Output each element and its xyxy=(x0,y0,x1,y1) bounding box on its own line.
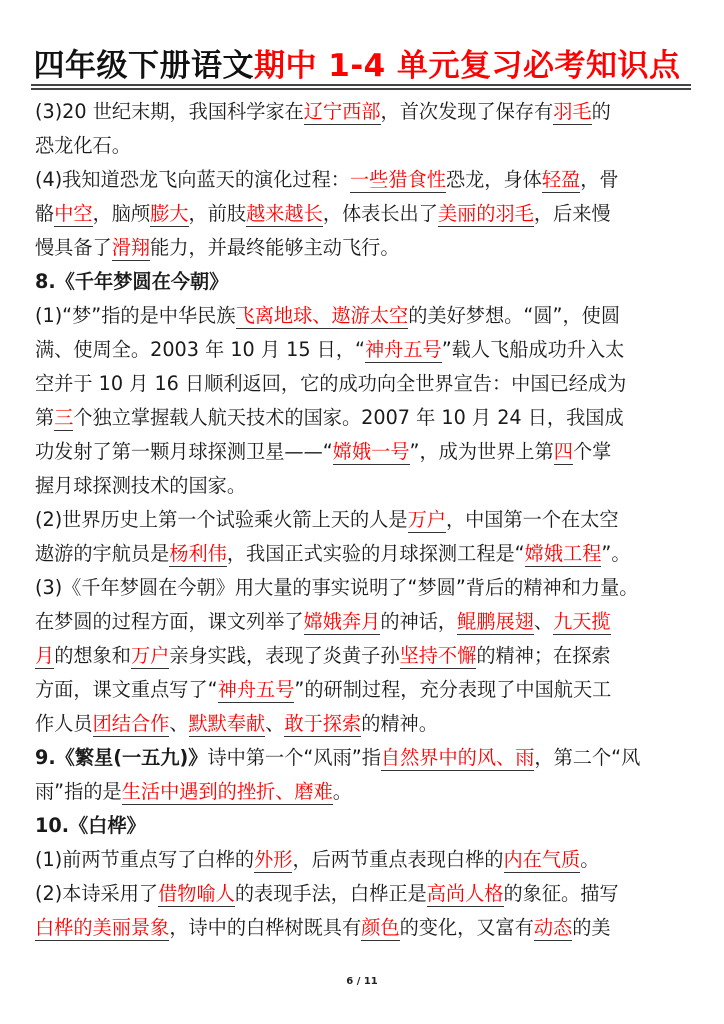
answer-highlight: 羽毛 xyxy=(553,100,592,123)
body-text: ，体表长出了 xyxy=(322,202,438,225)
body-text: 亲身实践，表现了炎黄子孙 xyxy=(169,644,400,667)
text-line xyxy=(35,877,695,911)
section-heading: 9.《繁星(一五九)》 xyxy=(35,746,208,769)
body-text: 第 xyxy=(35,406,55,429)
text-line xyxy=(35,163,695,197)
body-text: 恐龙，身体 xyxy=(445,168,542,191)
body-text: 恐龙化石。 xyxy=(35,134,131,157)
answer-highlight: 神舟五号 xyxy=(217,678,295,701)
body-text: (2)世界历史上第一个试验乘火箭上天的人是 xyxy=(35,508,408,531)
answer-highlight: 嫦娥奔月 xyxy=(303,610,381,633)
answer-highlight: 内在气质 xyxy=(503,848,581,871)
body-text: ，诗中的白桦树既具有 xyxy=(169,916,362,939)
answer-highlight: 月 xyxy=(35,644,55,667)
body-text: 的想象和 xyxy=(54,644,131,667)
answer-highlight: 嫦娥工程 xyxy=(524,542,602,565)
body-text: ，脑颅 xyxy=(92,202,151,225)
answer-highlight: 颜色 xyxy=(361,916,400,939)
body-text: ，首次发现了保存有 xyxy=(380,100,554,123)
text-line xyxy=(35,197,695,231)
body-text: ，前肢 xyxy=(188,202,247,225)
body-text: 空并于 10 月 16 日顺利返回，它的成功向全世界宣告：中国已经成为 xyxy=(35,372,627,395)
text-line xyxy=(35,333,695,367)
answer-highlight: 自然界中的风、雨 xyxy=(380,746,535,769)
body-text: ”。 xyxy=(601,542,631,565)
body-text: ”，成为世界上第 xyxy=(409,440,554,463)
section-heading: 8.《千年梦圆在今朝》 xyxy=(35,270,229,293)
answer-highlight: 滑翔 xyxy=(111,236,151,259)
body-text: 的表现手法，白桦正是 xyxy=(234,882,427,905)
answer-highlight: 轻盈 xyxy=(541,168,581,191)
text-line xyxy=(35,809,695,843)
page-number: 6 / 11 xyxy=(346,976,378,987)
page-title xyxy=(33,46,681,86)
answer-highlight: 生活中遇到的挫折、磨难 xyxy=(121,780,333,803)
answer-highlight: 三 xyxy=(54,406,74,429)
answer-highlight: 美丽的羽毛 xyxy=(437,202,534,225)
answer-highlight: 动态 xyxy=(533,916,573,939)
body-text: (4)我知道恐龙飞向蓝天的演化过程： xyxy=(35,168,350,191)
body-text: 握月球探测技术的国家。 xyxy=(35,474,247,497)
title-black-part: 四年级下册语文 xyxy=(33,48,254,84)
body-text: 在梦圆的过程方面，课文列举了 xyxy=(35,610,304,633)
body-text: 个独立掌握载人航天技术的国家。2007 年 10 月 24 日，我国成 xyxy=(73,406,624,429)
body-text: 的变化，又富有 xyxy=(399,916,534,939)
body-text: 诗中第一个“风雨”指 xyxy=(207,746,381,769)
body-text: (3)20 世纪末期，我国科学家在 xyxy=(35,100,304,123)
body-text: (1)“梦”指的是中华民族 xyxy=(35,304,236,327)
answer-highlight: 越来越长 xyxy=(246,202,323,225)
body-text: ”载人飞船成功升入太 xyxy=(441,338,625,361)
body-text: ，后两节重点表现白桦的 xyxy=(292,848,504,871)
title-rule-top xyxy=(31,84,691,86)
answer-highlight: 中空 xyxy=(54,202,93,225)
body-text: 的精神。 xyxy=(361,712,438,735)
body-text: 的精神；在探索 xyxy=(476,644,611,667)
text-line xyxy=(35,673,695,707)
body-text: ，中国第一个在太空 xyxy=(445,508,619,531)
body-text: 个掌 xyxy=(572,440,612,463)
text-line xyxy=(35,95,695,129)
body-text: 能力，并最终能够主动飞行。 xyxy=(150,236,400,259)
answer-highlight: 嫦娥一号 xyxy=(332,440,410,463)
body-text: 的美好梦想。“圆”，使圆 xyxy=(408,304,621,327)
body-text: 满、使周全。2003 年 10 月 15 日，“ xyxy=(35,338,365,361)
text-line xyxy=(35,401,695,435)
answer-highlight: 四 xyxy=(553,440,573,463)
body-text: (1)前两节重点写了白桦的 xyxy=(35,848,255,871)
answer-highlight: 外形 xyxy=(254,848,293,871)
answer-highlight: 借物喻人 xyxy=(158,882,235,905)
body-text: 的神话， xyxy=(380,610,458,633)
body-text: 作人员 xyxy=(35,712,93,735)
title-rule-bottom xyxy=(31,88,691,90)
body-text: ，骨 xyxy=(580,168,619,191)
text-line xyxy=(35,741,695,775)
answer-highlight: 白桦的美丽景象 xyxy=(35,916,170,939)
text-line xyxy=(35,537,695,571)
answer-highlight: 坚持不懈 xyxy=(399,644,477,667)
answer-highlight: 杨利伟 xyxy=(169,542,227,565)
text-line xyxy=(35,265,695,299)
text-line xyxy=(35,435,695,469)
answer-highlight: 一些猎食性 xyxy=(350,168,446,191)
body-text: ，第二个“风 xyxy=(534,746,641,769)
body-text: 。 xyxy=(332,780,352,803)
text-line xyxy=(35,231,695,265)
body-text: 雨”指的是 xyxy=(35,780,122,803)
text-line xyxy=(35,469,695,503)
section-heading: 10.《白桦》 xyxy=(35,814,146,837)
body-text: 。 xyxy=(580,848,600,871)
title-red-part: 期中 1-4 单元复习必考知识点 xyxy=(253,48,681,84)
body-text: ，后来慢 xyxy=(533,202,611,225)
document-body xyxy=(35,95,695,945)
answer-highlight: 高尚人格 xyxy=(426,882,504,905)
text-line xyxy=(35,843,695,877)
body-text: 的 xyxy=(591,100,611,123)
answer-highlight: 飞离地球、遨游太空 xyxy=(235,304,409,327)
answer-highlight: 万户 xyxy=(407,508,446,531)
text-line xyxy=(35,129,695,163)
body-text: 的象征。描写 xyxy=(503,882,619,905)
answer-highlight: 九天揽 xyxy=(553,610,611,633)
text-line xyxy=(35,367,695,401)
text-line xyxy=(35,775,695,809)
answer-highlight: 敢于探索 xyxy=(284,712,362,735)
answer-highlight: 神舟五号 xyxy=(364,338,442,361)
body-text: 遨游的宇航员是 xyxy=(35,542,170,565)
body-text: (3)《千年梦圆在今朝》用大量的事实说明了“梦圆”背后的精神和力量。 xyxy=(35,576,639,599)
answer-highlight: 万户 xyxy=(130,644,170,667)
answer-highlight: 膨大 xyxy=(150,202,189,225)
body-text: ”的研制过程，充分表现了中国航天工 xyxy=(294,678,612,701)
answer-highlight: 辽宁西部 xyxy=(303,100,381,123)
text-line xyxy=(35,605,695,639)
body-text: 、 xyxy=(533,610,554,633)
text-line xyxy=(35,571,695,605)
answer-highlight: 鲲鹏展翅 xyxy=(457,610,534,633)
body-text: 的美 xyxy=(572,916,611,939)
text-line xyxy=(35,503,695,537)
body-text: 慢具备了 xyxy=(35,236,112,259)
text-line xyxy=(35,707,695,741)
body-text: (2)本诗采用了 xyxy=(35,882,159,905)
text-line xyxy=(35,639,695,673)
body-text: 方面，课文重点写了“ xyxy=(35,678,218,701)
body-text: ，我国正式实验的月球探测工程是“ xyxy=(226,542,525,565)
text-line xyxy=(35,911,695,945)
text-line xyxy=(35,299,695,333)
body-text: 骼 xyxy=(35,202,55,225)
body-text: 、 xyxy=(169,712,189,735)
answer-highlight: 默默奉献 xyxy=(188,712,266,735)
body-text: 、 xyxy=(265,712,285,735)
body-text: 功发射了第一颗月球探测卫星——“ xyxy=(35,440,333,463)
answer-highlight: 团结合作 xyxy=(92,712,170,735)
